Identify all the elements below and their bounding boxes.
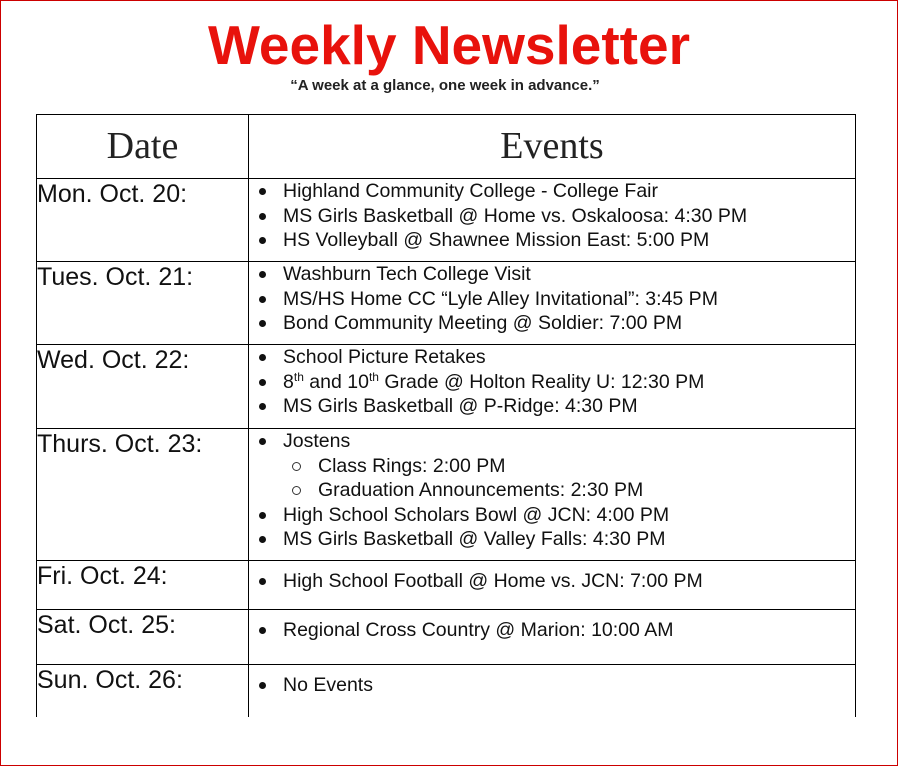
- newsletter-title: Weekly Newsletter: [207, 14, 690, 76]
- bullet-icon: [259, 682, 266, 689]
- event-text: MS Girls Basketball @ Home vs. Oskaloosa: 4:30 PM: [283, 204, 748, 227]
- event-text: Washburn Tech College Visit: [283, 263, 531, 285]
- list-item: [249, 569, 855, 594]
- event-text: Highland Community College - College Fair: [283, 180, 658, 202]
- newsletter-subtitle: “A week at a glance, one week in advance.”: [290, 77, 600, 94]
- day-events: [249, 665, 856, 718]
- list-item: [249, 673, 855, 698]
- event-text: HS Volleyball @ Shawnee Mission East: 5:00 PM: [283, 229, 710, 251]
- circle-bullet-icon: [292, 486, 301, 495]
- table-row: [37, 665, 856, 718]
- event-text: 8th and 10th Grade @ Holton Reality U: 12:30 PM: [283, 369, 705, 393]
- bullet-icon: [259, 512, 266, 519]
- date-column-header: Date: [37, 115, 249, 179]
- event-text: School Picture Retakes: [283, 346, 486, 368]
- bullet-icon: [259, 578, 266, 585]
- day-events: [249, 610, 856, 665]
- bullet-icon: [259, 403, 266, 410]
- event-text: High School Football @ Home vs. JCN: 7:00 PM: [283, 570, 703, 592]
- bullet-icon: [259, 296, 266, 303]
- circle-bullet-icon: [292, 462, 301, 471]
- day-date: Sun. Oct. 26:: [37, 665, 249, 718]
- event-text: MS Girls Basketball @ Valley Falls: 4:30 PM: [283, 528, 666, 550]
- weekly-schedule-table: [36, 114, 856, 717]
- list-item: [249, 618, 855, 643]
- list-item: [249, 527, 855, 552]
- list-item: [249, 311, 855, 336]
- list-item: [249, 228, 855, 253]
- event-text: Jostens: [283, 430, 351, 452]
- bullet-icon: [259, 536, 266, 543]
- event-text: Regional Cross Country @ Marion: 10:00 AM: [283, 619, 674, 641]
- day-events: [249, 345, 856, 429]
- bullet-icon: [259, 271, 266, 278]
- event-text: High School Scholars Bowl @ JCN: 4:00 PM: [283, 503, 670, 526]
- table-row: [37, 561, 856, 610]
- day-events: [249, 179, 856, 262]
- list-item: [249, 204, 855, 229]
- table-header-row: [37, 115, 856, 179]
- event-text: No Events: [283, 674, 373, 696]
- bullet-icon: [259, 237, 266, 244]
- list-item: [249, 394, 855, 419]
- list-item: [249, 429, 855, 454]
- list-item: [249, 179, 855, 204]
- day-events: [249, 561, 856, 610]
- list-item: [249, 262, 855, 287]
- list-item: [249, 345, 855, 370]
- bullet-icon: [259, 354, 266, 361]
- bullet-icon: [259, 627, 266, 634]
- event-text: MS/HS Home CC “Lyle Alley Invitational”: 3:45 PM: [283, 287, 718, 310]
- list-item: [249, 370, 855, 395]
- table-row: [37, 429, 856, 561]
- list-item: [249, 287, 855, 312]
- bullet-icon: [259, 320, 266, 327]
- sub-event-text: Class Rings: 2:00 PM: [318, 454, 506, 477]
- table-row: [37, 262, 856, 345]
- day-date: Mon. Oct. 20:: [37, 179, 249, 262]
- table-row: [37, 610, 856, 665]
- day-date: Sat. Oct. 25:: [37, 610, 249, 665]
- day-date: Wed. Oct. 22:: [37, 345, 249, 429]
- day-date: Tues. Oct. 21:: [37, 262, 249, 345]
- day-date: Fri. Oct. 24:: [37, 561, 249, 610]
- table-row: [37, 179, 856, 262]
- day-events: [249, 262, 856, 345]
- list-item: [249, 503, 855, 528]
- bullet-icon: [259, 438, 266, 445]
- day-events: [249, 429, 856, 561]
- table-row: [37, 345, 856, 429]
- event-text: Bond Community Meeting @ Soldier: 7:00 PM: [283, 312, 683, 334]
- sub-event-text: Graduation Announcements: 2:30 PM: [318, 479, 644, 501]
- event-text: MS Girls Basketball @ P-Ridge: 4:30 PM: [283, 395, 638, 417]
- bullet-icon: [259, 213, 266, 220]
- events-column-header: Events: [249, 115, 856, 179]
- sub-list-item: [249, 478, 855, 503]
- sub-list-item: [249, 454, 855, 479]
- bullet-icon: [259, 379, 266, 386]
- bullet-icon: [259, 188, 266, 195]
- day-date: Thurs. Oct. 23:: [37, 429, 249, 561]
